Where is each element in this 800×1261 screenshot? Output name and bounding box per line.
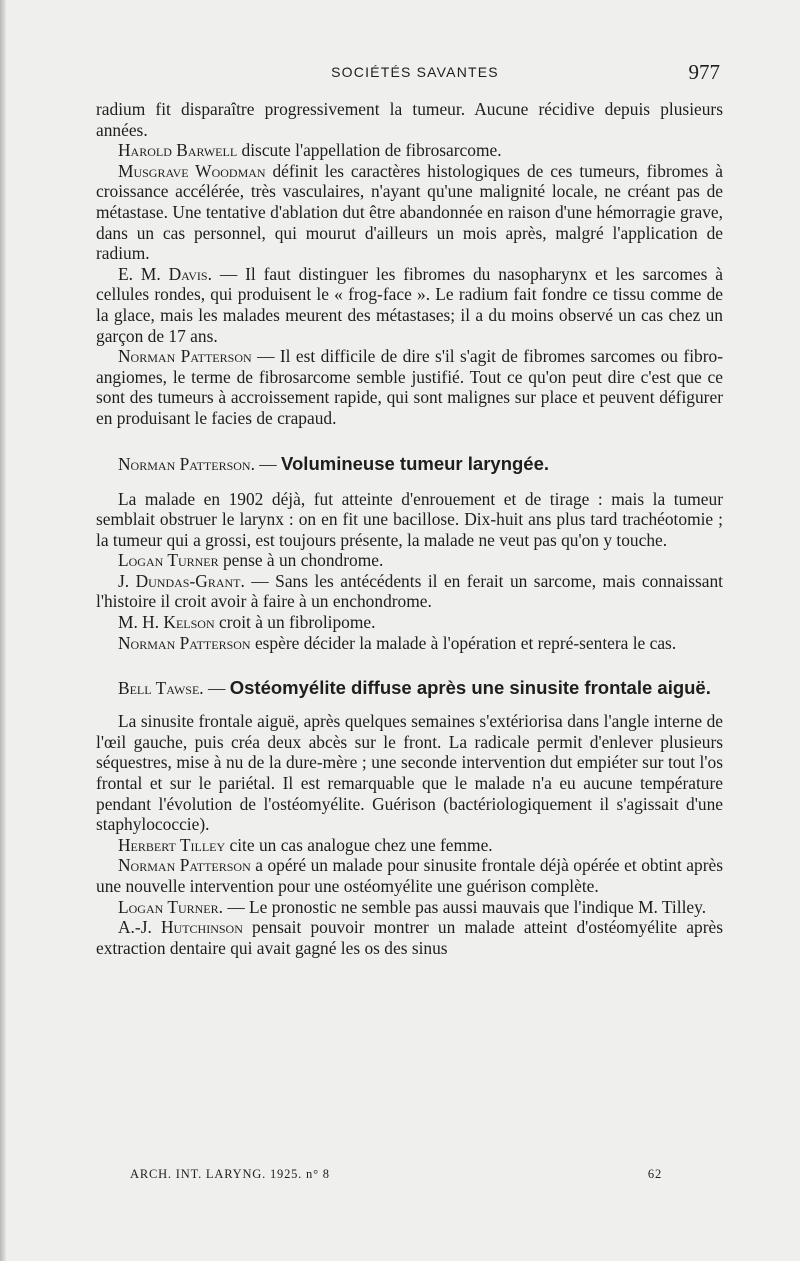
heading-dash: — (203, 678, 230, 699)
paragraph-text: — Le pronostic ne semble pas aussi mauvais que l'indique M. Tilley. (222, 896, 707, 917)
section-title: Ostéomyélite diffuse après une sinusite frontale aiguë. (229, 677, 711, 699)
speaker-name: J. Dundas-Grant. (118, 570, 245, 591)
paragraph-patterson-decision (96, 633, 723, 654)
paragraph-davis (96, 264, 723, 346)
paragraph-tilley (96, 835, 723, 856)
paragraph-turner (96, 550, 723, 571)
paragraph-text: — Il faut distinguer les fibromes du nasopharynx et les sarcomes à cellules rondes, qui produisent le « frog-face ». Le radium fait fondre ce tissu comme de la glace, mais les malades meurent des métastases; il a du moins observé un cas chez un garçon de 17 ans. (96, 263, 723, 346)
page-body (96, 99, 723, 958)
paragraph-kelson (96, 612, 723, 633)
paragraph-text: pensait pouvoir montrer un malade atteint d'ostéomyélite après extraction dentaire qui avait gagné les os des sinus (96, 917, 723, 958)
speaker-name: Harold Barwell (118, 140, 238, 161)
paragraph-text: pense à un chondrome. (218, 550, 384, 571)
section-author: Bell Tawse. (118, 678, 204, 699)
section-title: Volumineuse tumeur laryngée. (281, 452, 550, 474)
paragraph-woodman (96, 161, 723, 264)
paragraph-hutchinson (96, 917, 723, 958)
paragraph-text: définit les caractères histologiques de ces tumeurs, fibromes à croissance accélérée, très vasculaires, n'ayant qu'une malignité locale, ne créant pas de métastase. Une tentative d'ablation dut être abandonnée en raison d'une hémorragie grave, dans un cas personnel, qui mourut d'ailleurs un mois après, malgré l'application de radium. (96, 160, 723, 264)
paragraph-radium-continuation: radium fit disparaître progressivement la tumeur. Aucune récidive depuis plusieurs années. (96, 99, 723, 140)
speaker-name: Herbert Tilley (118, 834, 226, 855)
speaker-name: Musgrave Woodman (118, 160, 266, 181)
paragraph-text: croit à un fibrolipome. (214, 612, 376, 633)
paragraph-text: a opéré un malade pour sinusite frontale déjà opérée et obtint après une nouvelle intervention pour une ostéomyélite une guérison complète. (96, 855, 723, 896)
running-header (110, 60, 720, 86)
paragraph-patterson-operation (96, 855, 723, 896)
heading-dash: — (254, 453, 282, 474)
paragraph-patterson (96, 346, 723, 428)
running-title: SOCIÉTÉS SAVANTES (331, 64, 499, 80)
paragraph-case-description: La sinusite frontale aiguë, après quelques semaines s'extériorisa dans l'angle interne de l'œil gauche, puis créa deux abcès sur le front. La radicale permit d'enlever plusieurs séquestres, mise à nu de la dure-mère ; une seconde intervention dut empiéter sur tout l'os frontal et sur le pariétal. Il est remarquable que le malade n'a eu aucune température pendant l'évolution de l'ostéomyélite. Guérison (bactériologiquement il s'agissait d'une staphylococcie). (96, 711, 723, 835)
paragraph-text: cite un cas analogue chez une femme. (225, 834, 493, 855)
paragraph-case-description: La malade en 1902 déjà, fut atteinte d'enrouement et de tirage : mais la tumeur semblait obstruer le larynx : on en fit une bacillose. Dix-huit ans plus tard trachéotomie ; la tumeur qui a grossi, est toujours présente, la malade ne veut pas qu'on y touche. (96, 488, 723, 550)
speaker-name: Norman Patterson (118, 632, 251, 653)
speaker-name: A.-J. Hutchinson (118, 917, 243, 938)
paragraph-dundas-grant (96, 571, 723, 612)
paragraph-text: — Il est difficile de dire s'il s'agit de fibromes sarcomes ou fibro-angiomes, le terme de fibrosarcome semble justifié. Tout ce qu'on peut dire c'est que ce sont des tumeurs à accroissement rapide, qui sont malignes sur place et peuvent défigurer en produisant le facies de crapaud. (96, 346, 723, 428)
paragraph-text: discute l'appellation de fibrosarcome. (237, 140, 502, 161)
paragraph-turner-prognosis (96, 897, 723, 918)
section-heading-osteomyelitis (96, 677, 723, 699)
section-heading-laryngeal-tumor (96, 453, 723, 475)
sheet-number: 62 (647, 1167, 662, 1181)
section-author: Norman Patterson. (118, 453, 255, 474)
speaker-name: Logan Turner (118, 550, 219, 571)
speaker-name: E. M. Davis. (118, 263, 212, 284)
speaker-name: M. H. Kelson (118, 612, 215, 633)
paragraph-text: espère décider la malade à l'opération et repré-sentera le cas. (250, 632, 677, 653)
speaker-name: Norman Patterson (118, 855, 251, 876)
paragraph-text: — Sans les antécédents il en ferait un sarcome, mais connaissant l'histoire il croit avoir à faire à un enchondrome. (96, 570, 723, 612)
speaker-name: Norman Patterson (118, 346, 252, 367)
page-number: 977 (688, 60, 720, 84)
journal-citation: ARCH. INT. LARYNG. 1925. n° 8 (130, 1167, 330, 1181)
speaker-name: Logan Turner. (118, 896, 223, 917)
paragraph-barwell (96, 140, 723, 161)
